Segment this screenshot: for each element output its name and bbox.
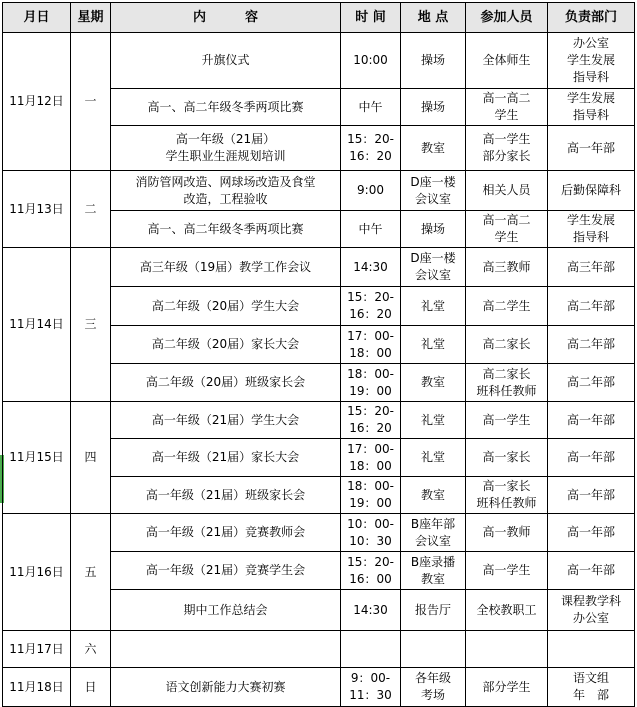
event-location: B座录播 教室 — [401, 552, 466, 590]
event-content: 高一年级（21届） 学生职业生涯规划培训 — [111, 126, 341, 171]
event-department: 高一年部 — [548, 514, 635, 552]
event-attendees: 相关人员 — [466, 171, 548, 211]
event-time: 17：00- 18：00 — [341, 439, 401, 477]
table-row — [3, 33, 635, 89]
day-date-cell: 11月16日 — [3, 514, 71, 631]
event-attendees: 高一家长 班科任教师 — [466, 477, 548, 514]
event-location: 各年级 考场 — [401, 668, 466, 707]
event-time: 18：00- 19：00 — [341, 364, 401, 402]
event-department: 高一年部 — [548, 126, 635, 171]
event-department — [548, 631, 635, 668]
event-time: 15：20- 16：00 — [341, 552, 401, 590]
event-location: 操场 — [401, 33, 466, 89]
weekly-schedule-table — [2, 2, 635, 707]
event-location: B座年部 会议室 — [401, 514, 466, 552]
event-department: 课程教学科 办公室 — [548, 590, 635, 631]
table-row — [3, 631, 635, 668]
event-department: 高二年部 — [548, 364, 635, 402]
event-location: 礼堂 — [401, 287, 466, 326]
event-time: 14:30 — [341, 590, 401, 631]
event-department: 高一年部 — [548, 402, 635, 439]
event-content: 高三年级（19届）教学工作会议 — [111, 248, 341, 287]
event-attendees: 高一学生 — [466, 552, 548, 590]
day-date-cell: 11月17日 — [3, 631, 71, 668]
table-row — [3, 402, 635, 439]
event-department: 后勤保障科 — [548, 171, 635, 211]
event-content: 高一年级（21届）竞赛教师会 — [111, 514, 341, 552]
event-time: 9:00 — [341, 171, 401, 211]
event-time: 14:30 — [341, 248, 401, 287]
event-attendees: 高一学生 部分家长 — [466, 126, 548, 171]
event-attendees: 高二家长 — [466, 326, 548, 364]
event-location: 教室 — [401, 126, 466, 171]
event-time: 17：00- 18：00 — [341, 326, 401, 364]
event-time: 中午 — [341, 89, 401, 126]
event-attendees: 全校教职工 — [466, 590, 548, 631]
table-row — [3, 171, 635, 211]
event-content: 高二年级（20届）班级家长会 — [111, 364, 341, 402]
event-department: 高三年部 — [548, 248, 635, 287]
table-row — [3, 514, 635, 552]
day-date-cell: 11月12日 — [3, 33, 71, 171]
event-attendees: 高一高二 学生 — [466, 89, 548, 126]
day-date-cell: 11月14日 — [3, 248, 71, 402]
event-content: 升旗仪式 — [111, 33, 341, 89]
event-department: 高二年部 — [548, 326, 635, 364]
event-location: D座一楼 会议室 — [401, 248, 466, 287]
event-attendees: 高一教师 — [466, 514, 548, 552]
header-row — [3, 3, 635, 33]
day-weekday-cell: 一 — [71, 33, 111, 171]
header-date: 月日 — [3, 3, 71, 33]
event-content: 高二年级（20届）学生大会 — [111, 287, 341, 326]
event-content — [111, 631, 341, 668]
event-location: 礼堂 — [401, 402, 466, 439]
event-department: 高一年部 — [548, 439, 635, 477]
day-weekday-cell: 五 — [71, 514, 111, 631]
event-department: 高一年部 — [548, 552, 635, 590]
event-attendees: 部分学生 — [466, 668, 548, 707]
header-weekday: 星期 — [71, 3, 111, 33]
event-department: 办公室 学生发展 指导科 — [548, 33, 635, 89]
day-date-cell: 11月18日 — [3, 668, 71, 707]
day-weekday-cell: 六 — [71, 631, 111, 668]
event-content: 高二年级（20届）家长大会 — [111, 326, 341, 364]
event-attendees: 全体师生 — [466, 33, 548, 89]
event-department: 学生发展 指导科 — [548, 211, 635, 248]
event-content: 消防管网改造、网球场改造及食堂 改造，工程验收 — [111, 171, 341, 211]
event-content: 高一、高二年级冬季两项比赛 — [111, 211, 341, 248]
event-time — [341, 631, 401, 668]
event-time: 9：00- 11：30 — [341, 668, 401, 707]
event-location: 教室 — [401, 364, 466, 402]
event-time: 15：20- 16：20 — [341, 287, 401, 326]
table-row — [3, 668, 635, 707]
event-time: 10：00- 10：30 — [341, 514, 401, 552]
event-attendees: 高一家长 — [466, 439, 548, 477]
event-location: 报告厅 — [401, 590, 466, 631]
day-date-cell: 11月15日 — [3, 402, 71, 514]
event-department: 高一年部 — [548, 477, 635, 514]
table-header — [3, 3, 635, 33]
table-body — [3, 33, 635, 707]
event-content: 高一年级（21届）班级家长会 — [111, 477, 341, 514]
event-attendees: 高二家长 班科任教师 — [466, 364, 548, 402]
event-time: 15：20- 16：20 — [341, 126, 401, 171]
table-row — [3, 248, 635, 287]
event-attendees: 高一学生 — [466, 402, 548, 439]
event-location: 礼堂 — [401, 326, 466, 364]
day-weekday-cell: 三 — [71, 248, 111, 402]
event-department: 语文组 年 部 — [548, 668, 635, 707]
header-time: 时 间 — [341, 3, 401, 33]
event-time: 10:00 — [341, 33, 401, 89]
header-attendees: 参加人员 — [466, 3, 548, 33]
event-location: 礼堂 — [401, 439, 466, 477]
event-time: 中午 — [341, 211, 401, 248]
event-content: 期中工作总结会 — [111, 590, 341, 631]
day-weekday-cell: 日 — [71, 668, 111, 707]
event-location — [401, 631, 466, 668]
event-attendees: 高二学生 — [466, 287, 548, 326]
event-location: 操场 — [401, 211, 466, 248]
day-weekday-cell: 四 — [71, 402, 111, 514]
event-attendees: 高三教师 — [466, 248, 548, 287]
event-attendees — [466, 631, 548, 668]
event-location: D座一楼 会议室 — [401, 171, 466, 211]
event-content: 高一年级（21届）学生大会 — [111, 402, 341, 439]
event-content: 高一、高二年级冬季两项比赛 — [111, 89, 341, 126]
event-content: 高一年级（21届）竞赛学生会 — [111, 552, 341, 590]
event-location: 操场 — [401, 89, 466, 126]
event-department: 学生发展 指导科 — [548, 89, 635, 126]
event-content: 高一年级（21届）家长大会 — [111, 439, 341, 477]
header-content: 内 容 — [111, 3, 341, 33]
day-date-cell: 11月13日 — [3, 171, 71, 248]
event-attendees: 高一高二 学生 — [466, 211, 548, 248]
header-location: 地 点 — [401, 3, 466, 33]
header-department: 负责部门 — [548, 3, 635, 33]
event-location: 教室 — [401, 477, 466, 514]
day-weekday-cell: 二 — [71, 171, 111, 248]
event-department: 高二年部 — [548, 287, 635, 326]
event-content: 语文创新能力大赛初赛 — [111, 668, 341, 707]
event-time: 15：20- 16：20 — [341, 402, 401, 439]
event-time: 18：00- 19：00 — [341, 477, 401, 514]
